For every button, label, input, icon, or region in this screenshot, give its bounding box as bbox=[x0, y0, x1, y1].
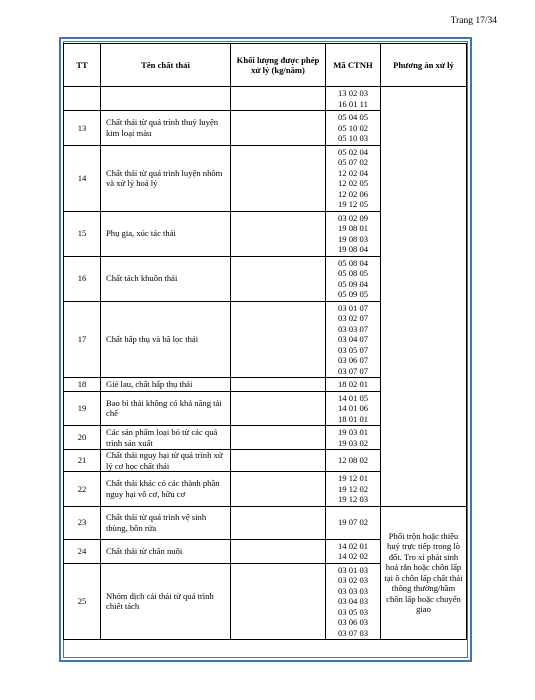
waste-code: 05 08 04 05 08 05 05 09 04 05 09 05 bbox=[326, 256, 381, 301]
row-number: 22 bbox=[64, 472, 101, 507]
row-number: 16 bbox=[64, 256, 101, 301]
waste-code: 13 02 03 16 01 11 bbox=[326, 87, 381, 111]
quantity-cell bbox=[231, 87, 326, 111]
waste-code: 14 01 05 14 01 06 18 01 01 bbox=[326, 391, 381, 426]
waste-name: Phụ gia, xúc tác thải bbox=[101, 211, 231, 256]
quantity-cell bbox=[231, 450, 326, 472]
row-number: 25 bbox=[64, 563, 101, 640]
row-number: 17 bbox=[64, 301, 101, 378]
header-code: Mã CTNH bbox=[326, 44, 381, 87]
waste-name: Chất thải khác có các thành phần nguy hại vô cơ, hữu cơ bbox=[101, 472, 231, 507]
waste-code: 19 12 01 19 12 02 19 12 03 bbox=[326, 472, 381, 507]
row-number: 23 bbox=[64, 506, 101, 539]
quantity-cell bbox=[231, 145, 326, 211]
quantity-cell bbox=[231, 211, 326, 256]
quantity-cell bbox=[231, 426, 326, 450]
row-number: 19 bbox=[64, 391, 101, 426]
waste-table bbox=[63, 43, 467, 640]
treatment-method: Phối trộn hoặc thiêu huỷ trực tiếp trong lò đốt. Tro xỉ phát sinh hoá rắn hoặc chôn lấp tại ô chôn lấp chất thải thông thường/hầm chôn lấp hoặc chuyển giao bbox=[381, 506, 467, 640]
waste-name: Chất hấp thụ và bã lọc thải bbox=[101, 301, 231, 378]
waste-name: Các sản phẩm loại bỏ từ các quá trình sản xuất bbox=[101, 426, 231, 450]
row-number: 13 bbox=[64, 111, 101, 146]
header-tt: TT bbox=[64, 44, 101, 87]
header-name: Tên chất thải bbox=[101, 44, 231, 87]
waste-name: Chất thải từ quá trình luyện nhôm và xử lý hoá lý bbox=[101, 145, 231, 211]
header-method: Phương án xử lý bbox=[381, 44, 467, 87]
waste-code: 12 08 02 bbox=[326, 450, 381, 472]
row-number bbox=[64, 87, 101, 111]
row-number: 14 bbox=[64, 145, 101, 211]
table-header-row bbox=[64, 44, 467, 87]
quantity-cell bbox=[231, 391, 326, 426]
waste-name: Chất thải từ quá trình vệ sinh thùng, bồn rửa bbox=[101, 506, 231, 539]
waste-name: Chất thải từ quá trình thuỷ luyện kim loại màu bbox=[101, 111, 231, 146]
quantity-cell bbox=[231, 472, 326, 507]
waste-code: 18 02 01 bbox=[326, 378, 381, 392]
waste-name: Nhóm dịch cái thải từ quá trình chiết tách bbox=[101, 563, 231, 640]
waste-code: 03 01 03 03 02 03 03 03 03 03 04 03 03 05 03 03 06 03 03 07 03 bbox=[326, 563, 381, 640]
waste-code: 19 03 01 19 03 02 bbox=[326, 426, 381, 450]
quantity-cell bbox=[231, 301, 326, 378]
waste-name bbox=[101, 87, 231, 111]
waste-name: Bao bì thải không có khả năng tái chế bbox=[101, 391, 231, 426]
waste-code: 03 02 09 19 08 01 19 08 03 19 08 04 bbox=[326, 211, 381, 256]
waste-code: 03 01 07 03 02 07 03 03 07 03 04 07 03 05 07 03 06 07 03 07 07 bbox=[326, 301, 381, 378]
quantity-cell bbox=[231, 378, 326, 392]
page-number: Trang 17/34 bbox=[450, 16, 497, 26]
waste-name: Giẻ lau, chất hấp thụ thải bbox=[101, 378, 231, 392]
quantity-cell bbox=[231, 563, 326, 640]
row-number: 18 bbox=[64, 378, 101, 392]
waste-name: Chất thải nguy hại từ quá trình xử lý cơ học chất thải bbox=[101, 450, 231, 472]
row-number: 15 bbox=[64, 211, 101, 256]
waste-code: 05 04 05 05 10 02 05 10 03 bbox=[326, 111, 381, 146]
waste-name: Chất thải từ chăn nuôi bbox=[101, 539, 231, 563]
quantity-cell bbox=[231, 111, 326, 146]
waste-code: 14 02 01 14 02 02 bbox=[326, 539, 381, 563]
row-number: 20 bbox=[64, 426, 101, 450]
method-cell-empty bbox=[381, 87, 467, 507]
waste-name: Chất tách khuôn thải bbox=[101, 256, 231, 301]
header-quantity: Khối lượng được phép xử lý (kg/năm) bbox=[231, 44, 326, 87]
waste-code: 05 02 04 05 07 02 12 02 04 12 02 05 12 02 06 19 12 05 bbox=[326, 145, 381, 211]
quantity-cell bbox=[231, 506, 326, 539]
quantity-cell bbox=[231, 256, 326, 301]
waste-code: 19 07 02 bbox=[326, 506, 381, 539]
table-row bbox=[64, 506, 467, 539]
row-number: 24 bbox=[64, 539, 101, 563]
quantity-cell bbox=[231, 539, 326, 563]
row-number: 21 bbox=[64, 450, 101, 472]
table-row bbox=[64, 87, 467, 111]
